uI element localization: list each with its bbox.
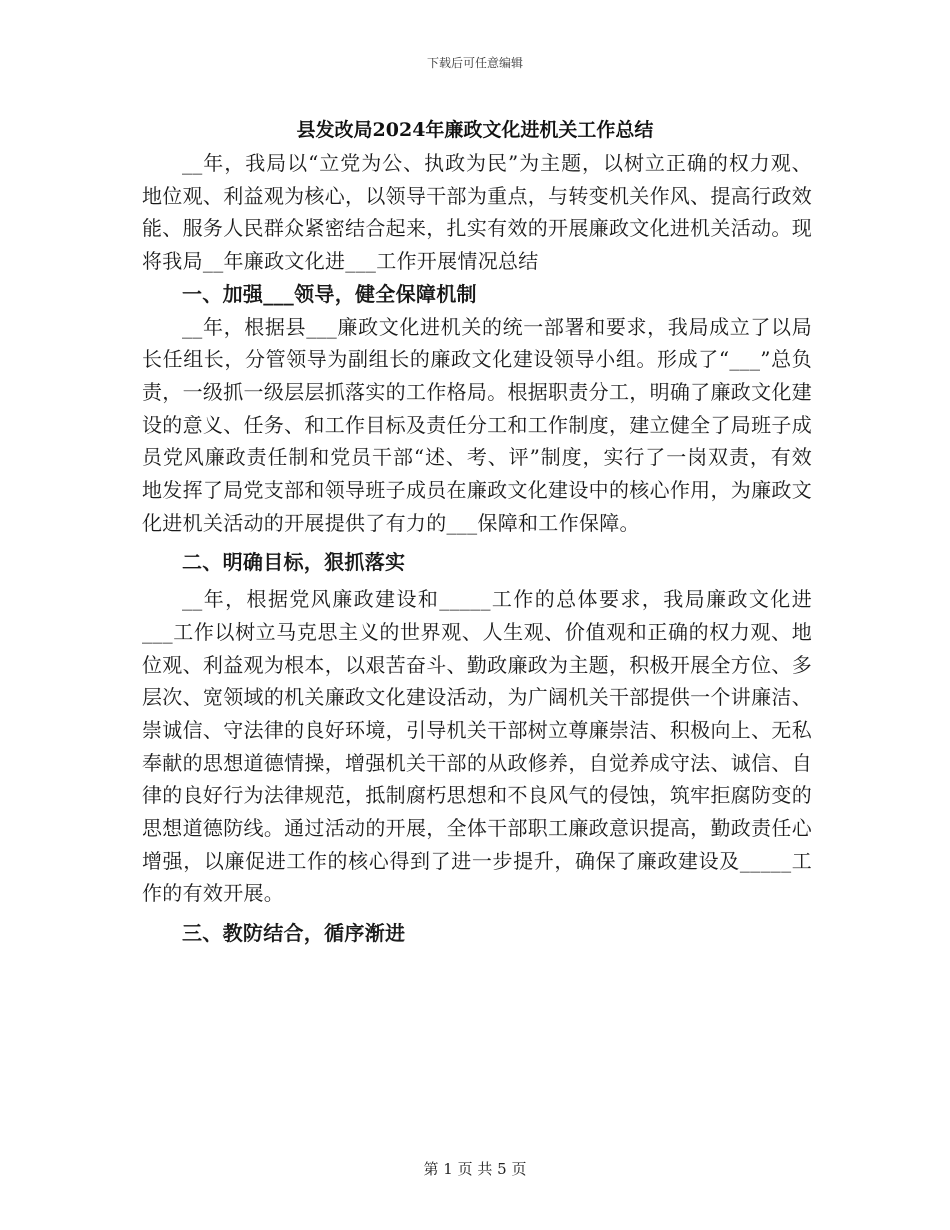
section-1-body: __年，根据县___廉政文化进机关的统一部署和要求，我局成立了以局长任组长，分管领导为副组长的廉政文化建设领导小组。形成了“___”总负责，一级抓一级层层抓落实的工作格局。根据职责分工，明确了廉政文化建设的意义、任务、和工作目标及责任分工和工作制度，建立健全了局班子成员党风廉政责任制和党员干部“述、考、评”制度，实行了一岗双责，有效地发挥了局党支部和领导班子成员在廉政文化建设中的核心作用，为廉政文化进机关活动的开展提供了有力的___保障和工作保障。 — [142, 314, 812, 535]
section-3-heading: 三、教防结合，循序渐进 — [182, 921, 406, 946]
section-2-body: __年，根据党风廉政建设和_____工作的总体要求，我局廉政文化进___工作以树立马克思主义的世界观、人生观、价值观和正确的权力观、地位观、利益观为根本，以艰苦奋斗、勤政廉政为主题，积极开展全方位、多层次、宽领域的机关廉政文化建设活动，为广阔机关干部提供一个讲廉洁、崇诚信、守法律的良好环境，引导机关干部树立尊廉崇洁、积极向上、无私奉献的思想道德情操，增强机关干部的从政修养，自觉养成守法、诚信、自律的良好行为法律规范，抵制腐朽思想和不良风气的侵蚀，筑牢拒腐防变的思想道德防线。通过活动的开展，全体干部职工廉政意识提高，勤政责任心增强，以廉促进工作的核心得到了进一步提升，确保了廉政建设及_____工作的有效开展。 — [142, 587, 812, 906]
intro-paragraph: __年，我局以“立党为公、执政为民”为主题，以树立正确的权力观、地位观、利益观为核心，以领导干部为重点，与转变机关作风、提高行政效能、服务人民群众紧密结合起来，扎实有效的开展廉政文化进机关活动。现将我局__年廉政文化进___工作开展情况总结 — [142, 151, 812, 274]
section-1-heading: 一、加强___领导，健全保障机制 — [182, 281, 477, 306]
document-body — [142, 147, 812, 954]
section-2-heading: 二、明确目标，狠抓落实 — [182, 550, 406, 575]
document-title: 县发改局2024年廉政文化进机关工作总结 — [296, 119, 654, 141]
page-number: 第 1 页 共 5 页 — [423, 1160, 527, 1178]
header-note: 下载后可任意编辑 — [426, 56, 523, 70]
